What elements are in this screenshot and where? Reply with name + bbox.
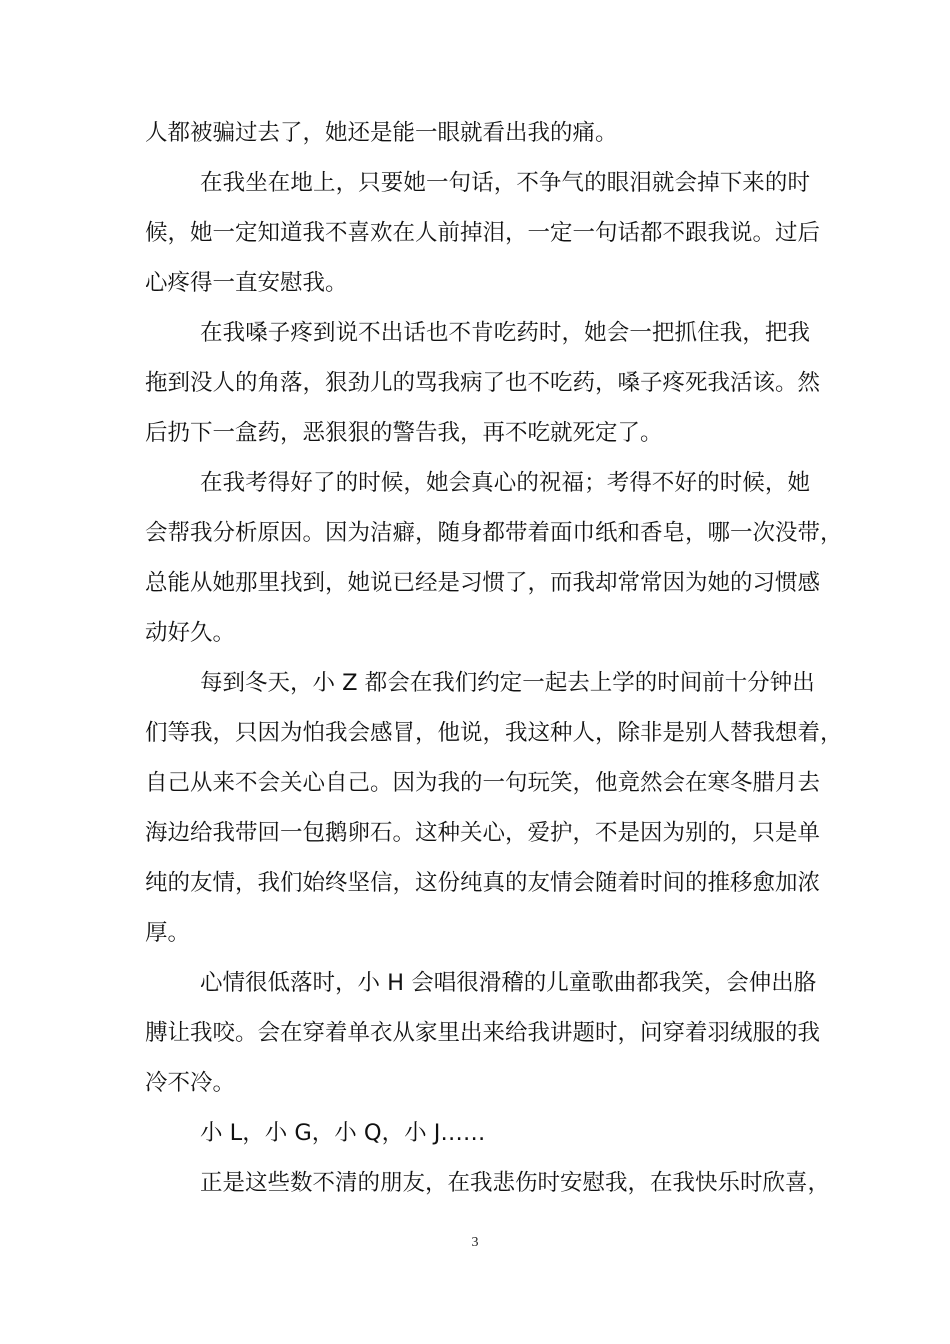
text-line: 纯的友情，我们始终坚信，这份纯真的友情会随着时间的推移愈加浓 xyxy=(145,870,821,896)
text-line: 动好久。 xyxy=(145,620,236,646)
paragraph-first-line: 正是这些数不清的朋友，在我悲伤时安慰我，在我快乐时欣喜， xyxy=(200,1170,831,1196)
paragraph-first-line: 小 L，小 G，小 Q，小 J…… xyxy=(200,1120,486,1146)
text-line: 们等我，只因为怕我会感冒，他说，我这种人，除非是别人替我想着， xyxy=(145,720,843,746)
text-line: 人都被骗过去了，她还是能一眼就看出我的痛。 xyxy=(145,120,618,146)
text-line: 冷不冷。 xyxy=(145,1070,236,1096)
page-number: 3 xyxy=(471,1235,479,1250)
text-line: 心疼得一直安慰我。 xyxy=(145,270,348,296)
paragraph-first-line: 在我坐在地上，只要她一句话，不争气的眼泪就会掉下来的时 xyxy=(200,170,810,196)
text-line: 候，她一定知道我不喜欢在人前掉泪，一定一句话都不跟我说。过后 xyxy=(145,220,821,246)
text-line: 海边给我带回一包鹅卵石。这种关心，爱护，不是因为别的，只是单 xyxy=(145,820,821,846)
paragraph-first-line: 在我嗓子疼到说不出话也不肯吃药时，她会一把抓住我，把我 xyxy=(200,320,810,346)
paragraph-first-line: 在我考得好了的时候，她会真心的祝福；考得不好的时候，她 xyxy=(200,470,810,496)
text-line: 自己从来不会关心自己。因为我的一句玩笑，他竟然会在寒冬腊月去 xyxy=(145,770,821,796)
text-line: 总能从她那里找到，她说已经是习惯了，而我却常常因为她的习惯感 xyxy=(145,570,821,596)
paragraph-first-line: 心情很低落时，小 H 会唱很滑稽的儿童歌曲都我笑，会伸出胳 xyxy=(200,970,817,996)
text-line: 会帮我分析原因。因为洁癖，随身都带着面巾纸和香皂，哪一次没带， xyxy=(145,520,843,546)
text-line: 厚。 xyxy=(145,920,191,946)
text-line: 拖到没人的角落，狠劲儿的骂我病了也不吃药，嗓子疼死我活该。然 xyxy=(145,370,821,396)
paragraph-first-line: 每到冬天，小 Z 都会在我们约定一起去上学的时间前十分钟出 xyxy=(200,670,815,696)
text-line: 后扔下一盒药，恶狠狠的警告我，再不吃就死定了。 xyxy=(145,420,663,446)
text-line: 膊让我咬。会在穿着单衣从家里出来给我讲题时，问穿着羽绒服的我 xyxy=(145,1020,821,1046)
